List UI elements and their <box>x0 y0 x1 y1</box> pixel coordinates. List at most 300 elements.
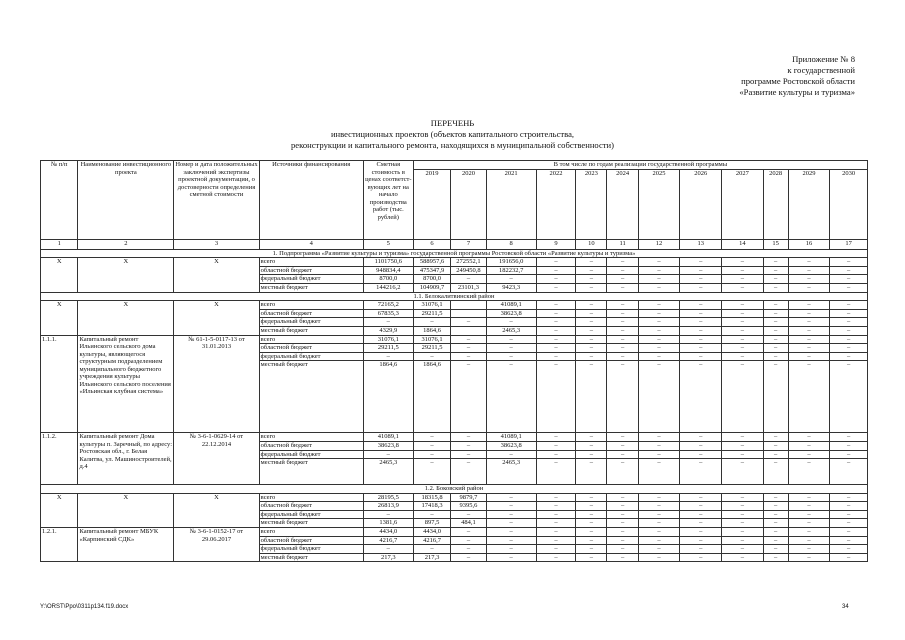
project-number: 1.1.2. <box>41 433 78 485</box>
header-row <box>41 161 868 170</box>
project-name: Капитальный ремонт Ильинского сельского дома культуры, являющегося структурным подразделением муниципального бюджетного учреждения культуры Ильинского сельского поселения «Ильинская клубная система» <box>78 335 174 433</box>
year-later-value: – <box>680 441 722 450</box>
year-2020-value: – <box>451 352 486 361</box>
funding-source: местный бюджет <box>259 519 363 528</box>
col-number: 10 <box>576 239 607 249</box>
year-2021-value: 191656,0 <box>486 258 536 267</box>
year-later-value: – <box>536 553 576 562</box>
year-later-value: – <box>607 326 638 335</box>
year-later-value: – <box>788 528 830 537</box>
year-2020-value <box>451 309 486 318</box>
year-later-value: – <box>763 553 788 562</box>
year-later-value: – <box>830 266 868 275</box>
year-2019-value: 31076,1 <box>413 301 450 310</box>
year-later-value: – <box>607 519 638 528</box>
year-later-value: – <box>680 433 722 442</box>
year-later-value: – <box>763 352 788 361</box>
year-later-value: – <box>576 326 607 335</box>
year-later-value: – <box>830 318 868 327</box>
title-line: реконструкции и капитального ремонта, находящихся в муниципальной собственности) <box>291 140 614 150</box>
year-2021-value: – <box>486 536 536 545</box>
year-later-value: – <box>722 258 764 267</box>
year-later-value: – <box>763 283 788 292</box>
year-later-value: – <box>576 433 607 442</box>
year-later-value: – <box>680 493 722 502</box>
year-later-value: – <box>788 450 830 459</box>
year-later-value: – <box>830 433 868 442</box>
header-year: 2029 <box>788 169 830 239</box>
header-year: 2020 <box>451 169 486 239</box>
year-later-value: – <box>788 519 830 528</box>
section-row <box>41 292 868 301</box>
year-later-value: – <box>763 493 788 502</box>
appendix-line: программе Ростовской области <box>741 76 855 86</box>
year-later-value: – <box>607 536 638 545</box>
year-later-value: – <box>607 553 638 562</box>
year-later-value: – <box>638 352 680 361</box>
header-cost: Сметная стоимость в ценах соответст-вующих лет на начало производства работ (тыс. рублей) <box>363 161 413 240</box>
year-later-value: – <box>536 258 576 267</box>
col-number: 12 <box>638 239 680 249</box>
estimated-cost: 217,3 <box>363 553 413 562</box>
year-2020-value: – <box>451 441 486 450</box>
col-number: 17 <box>830 239 868 249</box>
col-number: 9 <box>536 239 576 249</box>
year-2021-value: 41089,1 <box>486 433 536 442</box>
year-later-value: – <box>763 361 788 433</box>
header-year: 2026 <box>680 169 722 239</box>
year-2020-value: – <box>451 344 486 353</box>
estimated-cost: – <box>363 450 413 459</box>
year-later-value: – <box>638 344 680 353</box>
year-later-value: – <box>763 433 788 442</box>
year-2021-value: – <box>486 344 536 353</box>
year-later-value: – <box>722 510 764 519</box>
year-2020-value: – <box>451 459 486 485</box>
estimated-cost: 1864,6 <box>363 361 413 433</box>
year-later-value: – <box>536 344 576 353</box>
year-later-value: – <box>607 493 638 502</box>
year-2020-value: – <box>451 553 486 562</box>
year-later-value: – <box>638 283 680 292</box>
year-2019-value: – <box>413 545 450 554</box>
year-later-value: – <box>638 258 680 267</box>
year-later-value: – <box>536 361 576 433</box>
year-later-value: – <box>680 502 722 511</box>
year-later-value: – <box>680 318 722 327</box>
year-later-value: – <box>722 519 764 528</box>
funding-source: областной бюджет <box>259 344 363 353</box>
year-2020-value <box>451 326 486 335</box>
project-number: Х <box>41 493 78 527</box>
header-year: 2025 <box>638 169 680 239</box>
year-later-value: – <box>830 352 868 361</box>
year-2021-value: – <box>486 553 536 562</box>
estimated-cost: 4434,0 <box>363 528 413 537</box>
col-number: 6 <box>413 239 450 249</box>
year-2019-value: 897,5 <box>413 519 450 528</box>
year-2020-value: 484,1 <box>451 519 486 528</box>
year-2019-value: 1864,6 <box>413 326 450 335</box>
year-later-value: – <box>680 344 722 353</box>
year-later-value: – <box>638 528 680 537</box>
header-year: 2023 <box>576 169 607 239</box>
year-later-value: – <box>763 301 788 310</box>
funding-source: областной бюджет <box>259 536 363 545</box>
expertise-conclusion: № 3-6-1-0629-14 от 22.12.2014 <box>174 433 259 485</box>
col-number: 15 <box>763 239 788 249</box>
year-later-value: – <box>830 344 868 353</box>
col-number: 2 <box>78 239 174 249</box>
year-later-value: – <box>830 309 868 318</box>
appendix-header <box>640 54 855 98</box>
year-2020-value: 9879,7 <box>451 493 486 502</box>
year-2020-value <box>451 301 486 310</box>
year-later-value: – <box>607 545 638 554</box>
year-later-value: – <box>830 441 868 450</box>
project-name: Х <box>78 258 174 292</box>
year-later-value: – <box>536 459 576 485</box>
footer-file-path: Y:\ORST\Ppo\0311p134.f19.docx <box>40 604 129 610</box>
year-2019-value: 4216,7 <box>413 536 450 545</box>
year-later-value: – <box>788 361 830 433</box>
year-2019-value: 18315,8 <box>413 493 450 502</box>
year-later-value: – <box>722 459 764 485</box>
year-later-value: – <box>680 450 722 459</box>
year-2021-value: – <box>486 275 536 284</box>
year-2019-value: – <box>413 441 450 450</box>
year-later-value: – <box>536 326 576 335</box>
year-2021-value: – <box>486 519 536 528</box>
funding-source: всего <box>259 335 363 344</box>
estimated-cost: – <box>363 318 413 327</box>
year-2021-value: – <box>486 450 536 459</box>
year-later-value: – <box>638 309 680 318</box>
project-name: Капитальный ремонт Дома культуры п. Заречный, по адресу: Ростовская обл., г. Белая Калитва, ул. Машиностроителей, д.4 <box>78 433 174 485</box>
year-later-value: – <box>722 352 764 361</box>
year-later-value: – <box>788 326 830 335</box>
year-2020-value: – <box>451 335 486 344</box>
header-name: Наименование инвестиционного проекта <box>78 161 174 240</box>
year-2020-value: 249450,8 <box>451 266 486 275</box>
year-later-value: – <box>722 275 764 284</box>
year-2019-value: 4434,0 <box>413 528 450 537</box>
year-later-value: – <box>536 275 576 284</box>
year-2019-value: – <box>413 318 450 327</box>
year-2019-value: – <box>413 450 450 459</box>
funding-source: местный бюджет <box>259 361 363 433</box>
year-later-value: – <box>576 553 607 562</box>
header-num: № п/п <box>41 161 78 240</box>
funding-source: федеральный бюджет <box>259 275 363 284</box>
funding-source: местный бюджет <box>259 326 363 335</box>
header-year: 2028 <box>763 169 788 239</box>
section-heading: 1.1. Белокалитвинский район <box>41 292 868 301</box>
year-later-value: – <box>576 450 607 459</box>
table-row <box>41 433 868 442</box>
estimated-cost: 1101750,6 <box>363 258 413 267</box>
year-2021-value: – <box>486 361 536 433</box>
year-later-value: – <box>680 361 722 433</box>
funding-source: федеральный бюджет <box>259 545 363 554</box>
year-later-value: – <box>607 344 638 353</box>
year-later-value: – <box>722 283 764 292</box>
year-later-value: – <box>763 344 788 353</box>
year-later-value: – <box>607 433 638 442</box>
year-later-value: – <box>722 545 764 554</box>
year-later-value: – <box>788 433 830 442</box>
col-number: 16 <box>788 239 830 249</box>
year-later-value: – <box>638 502 680 511</box>
year-later-value: – <box>576 459 607 485</box>
year-later-value: – <box>536 510 576 519</box>
year-later-value: – <box>788 502 830 511</box>
col-number: 14 <box>722 239 764 249</box>
year-later-value: – <box>830 258 868 267</box>
year-2020-value: – <box>451 510 486 519</box>
year-later-value: – <box>830 326 868 335</box>
year-2021-value: – <box>486 502 536 511</box>
year-later-value: – <box>788 553 830 562</box>
year-later-value: – <box>722 450 764 459</box>
year-later-value: – <box>763 450 788 459</box>
year-2021-value: – <box>486 318 536 327</box>
year-later-value: – <box>536 283 576 292</box>
year-later-value: – <box>830 361 868 433</box>
year-later-value: – <box>722 536 764 545</box>
year-later-value: – <box>680 309 722 318</box>
year-later-value: – <box>638 275 680 284</box>
table-row <box>41 335 868 344</box>
year-later-value: – <box>763 502 788 511</box>
year-later-value: – <box>722 309 764 318</box>
year-later-value: – <box>536 301 576 310</box>
year-later-value: – <box>576 335 607 344</box>
col-number: 8 <box>486 239 536 249</box>
year-later-value: – <box>576 545 607 554</box>
year-2021-value: – <box>486 352 536 361</box>
expertise-conclusion: Х <box>174 301 259 335</box>
year-later-value: – <box>638 545 680 554</box>
year-later-value: – <box>788 301 830 310</box>
year-2019-value: 1864,6 <box>413 361 450 433</box>
appendix-line: к государственной <box>787 65 855 75</box>
year-2019-value: 29211,5 <box>413 344 450 353</box>
year-later-value: – <box>763 545 788 554</box>
year-later-value: – <box>576 258 607 267</box>
estimated-cost: 948834,4 <box>363 266 413 275</box>
year-2021-value: 38623,8 <box>486 309 536 318</box>
year-later-value: – <box>830 545 868 554</box>
year-later-value: – <box>763 528 788 537</box>
project-name: Капитальный ремонт МБУК «Карпинский СДК» <box>78 528 174 562</box>
year-later-value: – <box>830 493 868 502</box>
funding-source: всего <box>259 528 363 537</box>
year-later-value: – <box>763 266 788 275</box>
funding-source: всего <box>259 258 363 267</box>
year-2021-value: – <box>486 545 536 554</box>
year-later-value: – <box>722 344 764 353</box>
year-later-value: – <box>536 528 576 537</box>
year-later-value: – <box>763 510 788 519</box>
year-2020-value: – <box>451 318 486 327</box>
year-2019-value: 31076,1 <box>413 335 450 344</box>
year-later-value: – <box>607 502 638 511</box>
year-later-value: – <box>638 361 680 433</box>
year-later-value: – <box>722 318 764 327</box>
year-later-value: – <box>638 326 680 335</box>
year-later-value: – <box>722 553 764 562</box>
col-number: 11 <box>607 239 638 249</box>
year-later-value: – <box>830 459 868 485</box>
year-2021-value: 38623,8 <box>486 441 536 450</box>
year-later-value: – <box>722 441 764 450</box>
year-2020-value: 272552,1 <box>451 258 486 267</box>
year-2020-value: 23101,3 <box>451 283 486 292</box>
year-later-value: – <box>763 309 788 318</box>
year-2020-value: – <box>451 528 486 537</box>
year-later-value: – <box>680 258 722 267</box>
year-later-value: – <box>722 301 764 310</box>
year-later-value: – <box>680 545 722 554</box>
year-later-value: – <box>536 335 576 344</box>
year-later-value: – <box>788 510 830 519</box>
year-later-value: – <box>536 441 576 450</box>
col-number: 5 <box>363 239 413 249</box>
header-year: 2021 <box>486 169 536 239</box>
estimated-cost: 41089,1 <box>363 433 413 442</box>
year-later-value: – <box>536 266 576 275</box>
year-later-value: – <box>830 283 868 292</box>
year-later-value: – <box>763 459 788 485</box>
col-number: 1 <box>41 239 78 249</box>
year-later-value: – <box>722 433 764 442</box>
year-later-value: – <box>536 318 576 327</box>
year-later-value: – <box>607 335 638 344</box>
funding-source: областной бюджет <box>259 441 363 450</box>
table-row <box>41 528 868 537</box>
year-later-value: – <box>638 433 680 442</box>
year-2019-value: – <box>413 352 450 361</box>
year-later-value: – <box>680 326 722 335</box>
year-later-value: – <box>607 450 638 459</box>
year-later-value: – <box>576 283 607 292</box>
section-row <box>41 485 868 494</box>
header-year: 2022 <box>536 169 576 239</box>
section-heading: 1.2. Боковский район <box>41 485 868 494</box>
col-number: 3 <box>174 239 259 249</box>
year-later-value: – <box>638 493 680 502</box>
year-2019-value: 8700,0 <box>413 275 450 284</box>
year-later-value: – <box>680 335 722 344</box>
year-later-value: – <box>607 352 638 361</box>
year-later-value: – <box>830 519 868 528</box>
year-2020-value: – <box>451 361 486 433</box>
column-numbers-row <box>41 239 868 249</box>
year-later-value: – <box>536 536 576 545</box>
header-year: 2027 <box>722 169 764 239</box>
header-year: 2024 <box>607 169 638 239</box>
year-later-value: – <box>638 450 680 459</box>
year-later-value: – <box>680 459 722 485</box>
estimated-cost: 72165,2 <box>363 301 413 310</box>
funding-source: федеральный бюджет <box>259 510 363 519</box>
year-2019-value: 29211,5 <box>413 309 450 318</box>
year-2019-value: 475347,9 <box>413 266 450 275</box>
estimated-cost: 4329,9 <box>363 326 413 335</box>
year-later-value: – <box>607 301 638 310</box>
appendix-line: Приложение № 8 <box>792 54 855 64</box>
funding-source: всего <box>259 433 363 442</box>
year-2021-value: 41089,1 <box>486 301 536 310</box>
year-later-value: – <box>638 553 680 562</box>
year-later-value: – <box>788 536 830 545</box>
year-later-value: – <box>788 318 830 327</box>
estimated-cost: 1381,6 <box>363 519 413 528</box>
year-later-value: – <box>638 510 680 519</box>
estimated-cost: 26813,9 <box>363 502 413 511</box>
header-source: Источники финансирования <box>259 161 363 240</box>
year-later-value: – <box>722 266 764 275</box>
year-2019-value: – <box>413 459 450 485</box>
expertise-conclusion: № 3-6-1-0152-17 от 29.06.2017 <box>174 528 259 562</box>
project-number: Х <box>41 301 78 335</box>
year-later-value: – <box>638 536 680 545</box>
expertise-conclusion: Х <box>174 258 259 292</box>
year-later-value: – <box>607 309 638 318</box>
estimated-cost: – <box>363 352 413 361</box>
year-later-value: – <box>680 519 722 528</box>
year-2021-value: – <box>486 335 536 344</box>
year-later-value: – <box>576 275 607 284</box>
year-2020-value: – <box>451 275 486 284</box>
year-later-value: – <box>680 301 722 310</box>
expertise-conclusion: № 61-1-5-0117-13 от 31.01.2013 <box>174 335 259 433</box>
year-later-value: – <box>576 493 607 502</box>
year-later-value: – <box>607 283 638 292</box>
estimated-cost: – <box>363 510 413 519</box>
year-later-value: – <box>536 352 576 361</box>
year-later-value: – <box>788 493 830 502</box>
year-2019-value: 217,3 <box>413 553 450 562</box>
year-2019-value: – <box>413 510 450 519</box>
year-later-value: – <box>607 510 638 519</box>
title-line: инвестиционных проектов (объектов капитального строительства, <box>330 129 575 139</box>
funding-source: областной бюджет <box>259 266 363 275</box>
year-later-value: – <box>576 266 607 275</box>
year-2019-value: – <box>413 433 450 442</box>
year-2021-value: 2465,3 <box>486 459 536 485</box>
year-later-value: – <box>638 441 680 450</box>
year-later-value: – <box>830 510 868 519</box>
year-later-value: – <box>830 536 868 545</box>
col-number: 13 <box>680 239 722 249</box>
year-2020-value: 9395,6 <box>451 502 486 511</box>
year-later-value: – <box>788 309 830 318</box>
header-years-group: В том числе по годам реализации государственной программы <box>413 161 867 170</box>
year-2019-value: 17418,3 <box>413 502 450 511</box>
year-2020-value: – <box>451 536 486 545</box>
year-2021-value: 2465,3 <box>486 326 536 335</box>
section-heading: 1. Подпрограмма «Развитие культуры и туризма» государственной программы Ростовской области «Развитие культуры и туризма» <box>41 249 868 258</box>
year-later-value: – <box>788 545 830 554</box>
table-row <box>41 258 868 267</box>
year-later-value: – <box>830 502 868 511</box>
year-later-value: – <box>788 335 830 344</box>
year-later-value: – <box>722 335 764 344</box>
year-later-value: – <box>680 528 722 537</box>
year-later-value: – <box>830 301 868 310</box>
